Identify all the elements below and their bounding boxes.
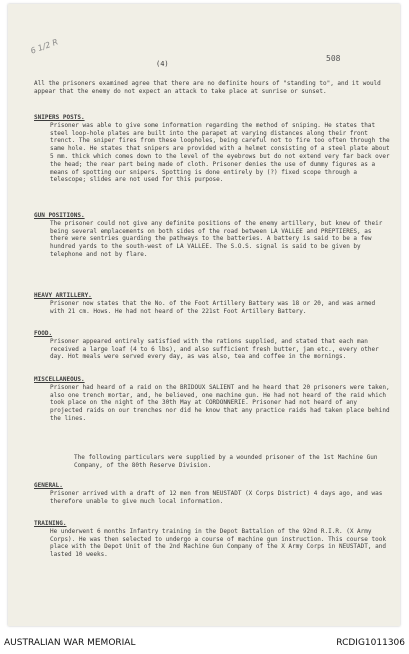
section-heading: GUN POSITIONS. — [34, 212, 85, 219]
section-miscellaneous — [34, 376, 390, 423]
section-food — [34, 330, 390, 361]
section-text: Prisoner now states that the No. of the Foot Artillery Battery was 18 or 20, and was armed with 21 cm. Hows. He had not heard of the 221st Foot Artillery Battery. — [50, 299, 376, 315]
transition-paragraph: The following particulars were supplied by a wounded prisoner of the 1st Machine Gun Company, of the 80th Reserve Division. — [74, 454, 378, 469]
section-heading: HEAVY ARTILLERY. — [34, 292, 92, 299]
archive-reference: RCDIG1011306 — [336, 638, 405, 648]
section-training — [34, 520, 390, 559]
document-page — [8, 4, 400, 626]
section-text: He underwent 6 months Infantry training in the Depot Battalion of the 92nd R.I.R. (X Army Corps). He was then selected to undergo a course of machine gun instruction. This course took place with the Depot Unit of the 2nd Machine Gun Company of the X Army Corps in NEUSTADT, and lasted 10 weeks. — [50, 527, 386, 559]
section-text: The prisoner could not give any definite positions of the enemy artillery, but knew of their being several emplacements on both sides of the road between LA VALLEE and PREPTIERES, as there were sentries guarding the pathways to the batteries. A battery is said to be a few hundred yards to the south-west of LA VALLEE. The S.O.S. signal is said to be given by telephone and not by flare. — [50, 219, 383, 258]
pencil-annotation: 6 1/2 R — [29, 37, 60, 56]
intro-paragraph: All the prisoners examined agree that there are no definite hours of "standing to", and it would appear that the enemy do not expect an attack to take place at sunrise or sunset. — [34, 80, 381, 95]
section-general — [34, 482, 390, 505]
section-heading: TRAINING. — [34, 520, 67, 527]
archive-footer — [0, 630, 409, 654]
section-text: Prisoner had heard of a raid on the BRIDOUX SALIENT and he heard that 20 prisoners were taken, also one trench mortar, and, he believed, one machine gun. He had not heard of the raid which took place on the night of the 30th May at CORDONNERIE. Prisoner had not heard of any projected raids on our trenches nor did he know that any practice raids had taken place behind the lines. — [50, 383, 390, 422]
section-gun-positions — [34, 212, 390, 259]
section-text: Prisoner appeared entirely satisfied with the rations supplied, and stated that each man received a large loaf (4 to 6 lbs), and also sufficient fresh butter, jam etc., every other day. Hot meals were served every day, as was also, tea and coffee in the mornings. — [50, 337, 379, 361]
archive-name: AUSTRALIAN WAR MEMORIAL — [4, 638, 136, 648]
section-snipers — [34, 114, 390, 184]
section-heading: SNIPERS POSTS. — [34, 114, 85, 121]
page-number: (4) — [156, 60, 169, 68]
section-heading: MISCELLANEOUS. — [34, 376, 85, 383]
section-heading: GENERAL. — [34, 482, 63, 489]
section-heavy-artillery — [34, 292, 390, 315]
section-heading: FOOD. — [34, 330, 53, 337]
section-text: Prisoner arrived with a draft of 12 men from NEUSTADT (X Corps District) 4 days ago, and was therefore unable to give much local information. — [50, 489, 383, 505]
section-text: Prisoner was able to give some information regarding the method of sniping. He states that steel loop-hole plates are built into the parapet at varying distances along their front trenct. The sniper fires from these loopholes, being careful not to fire too often through the same hole. He states that snipers are provided with a helmet consisting of a steel plate about 5 mm. thick which comes down to the level of the eyebrows but do not extend very far back over the head; the rear part being made of cloth. Prisoner denies the use of dummy figures as a means of spotting our snipers. Spotting is done entirely by (?) fixed scope through a telescope; slides are not used for this purpose. — [50, 121, 390, 184]
folio-stamp: 508 — [326, 54, 341, 63]
